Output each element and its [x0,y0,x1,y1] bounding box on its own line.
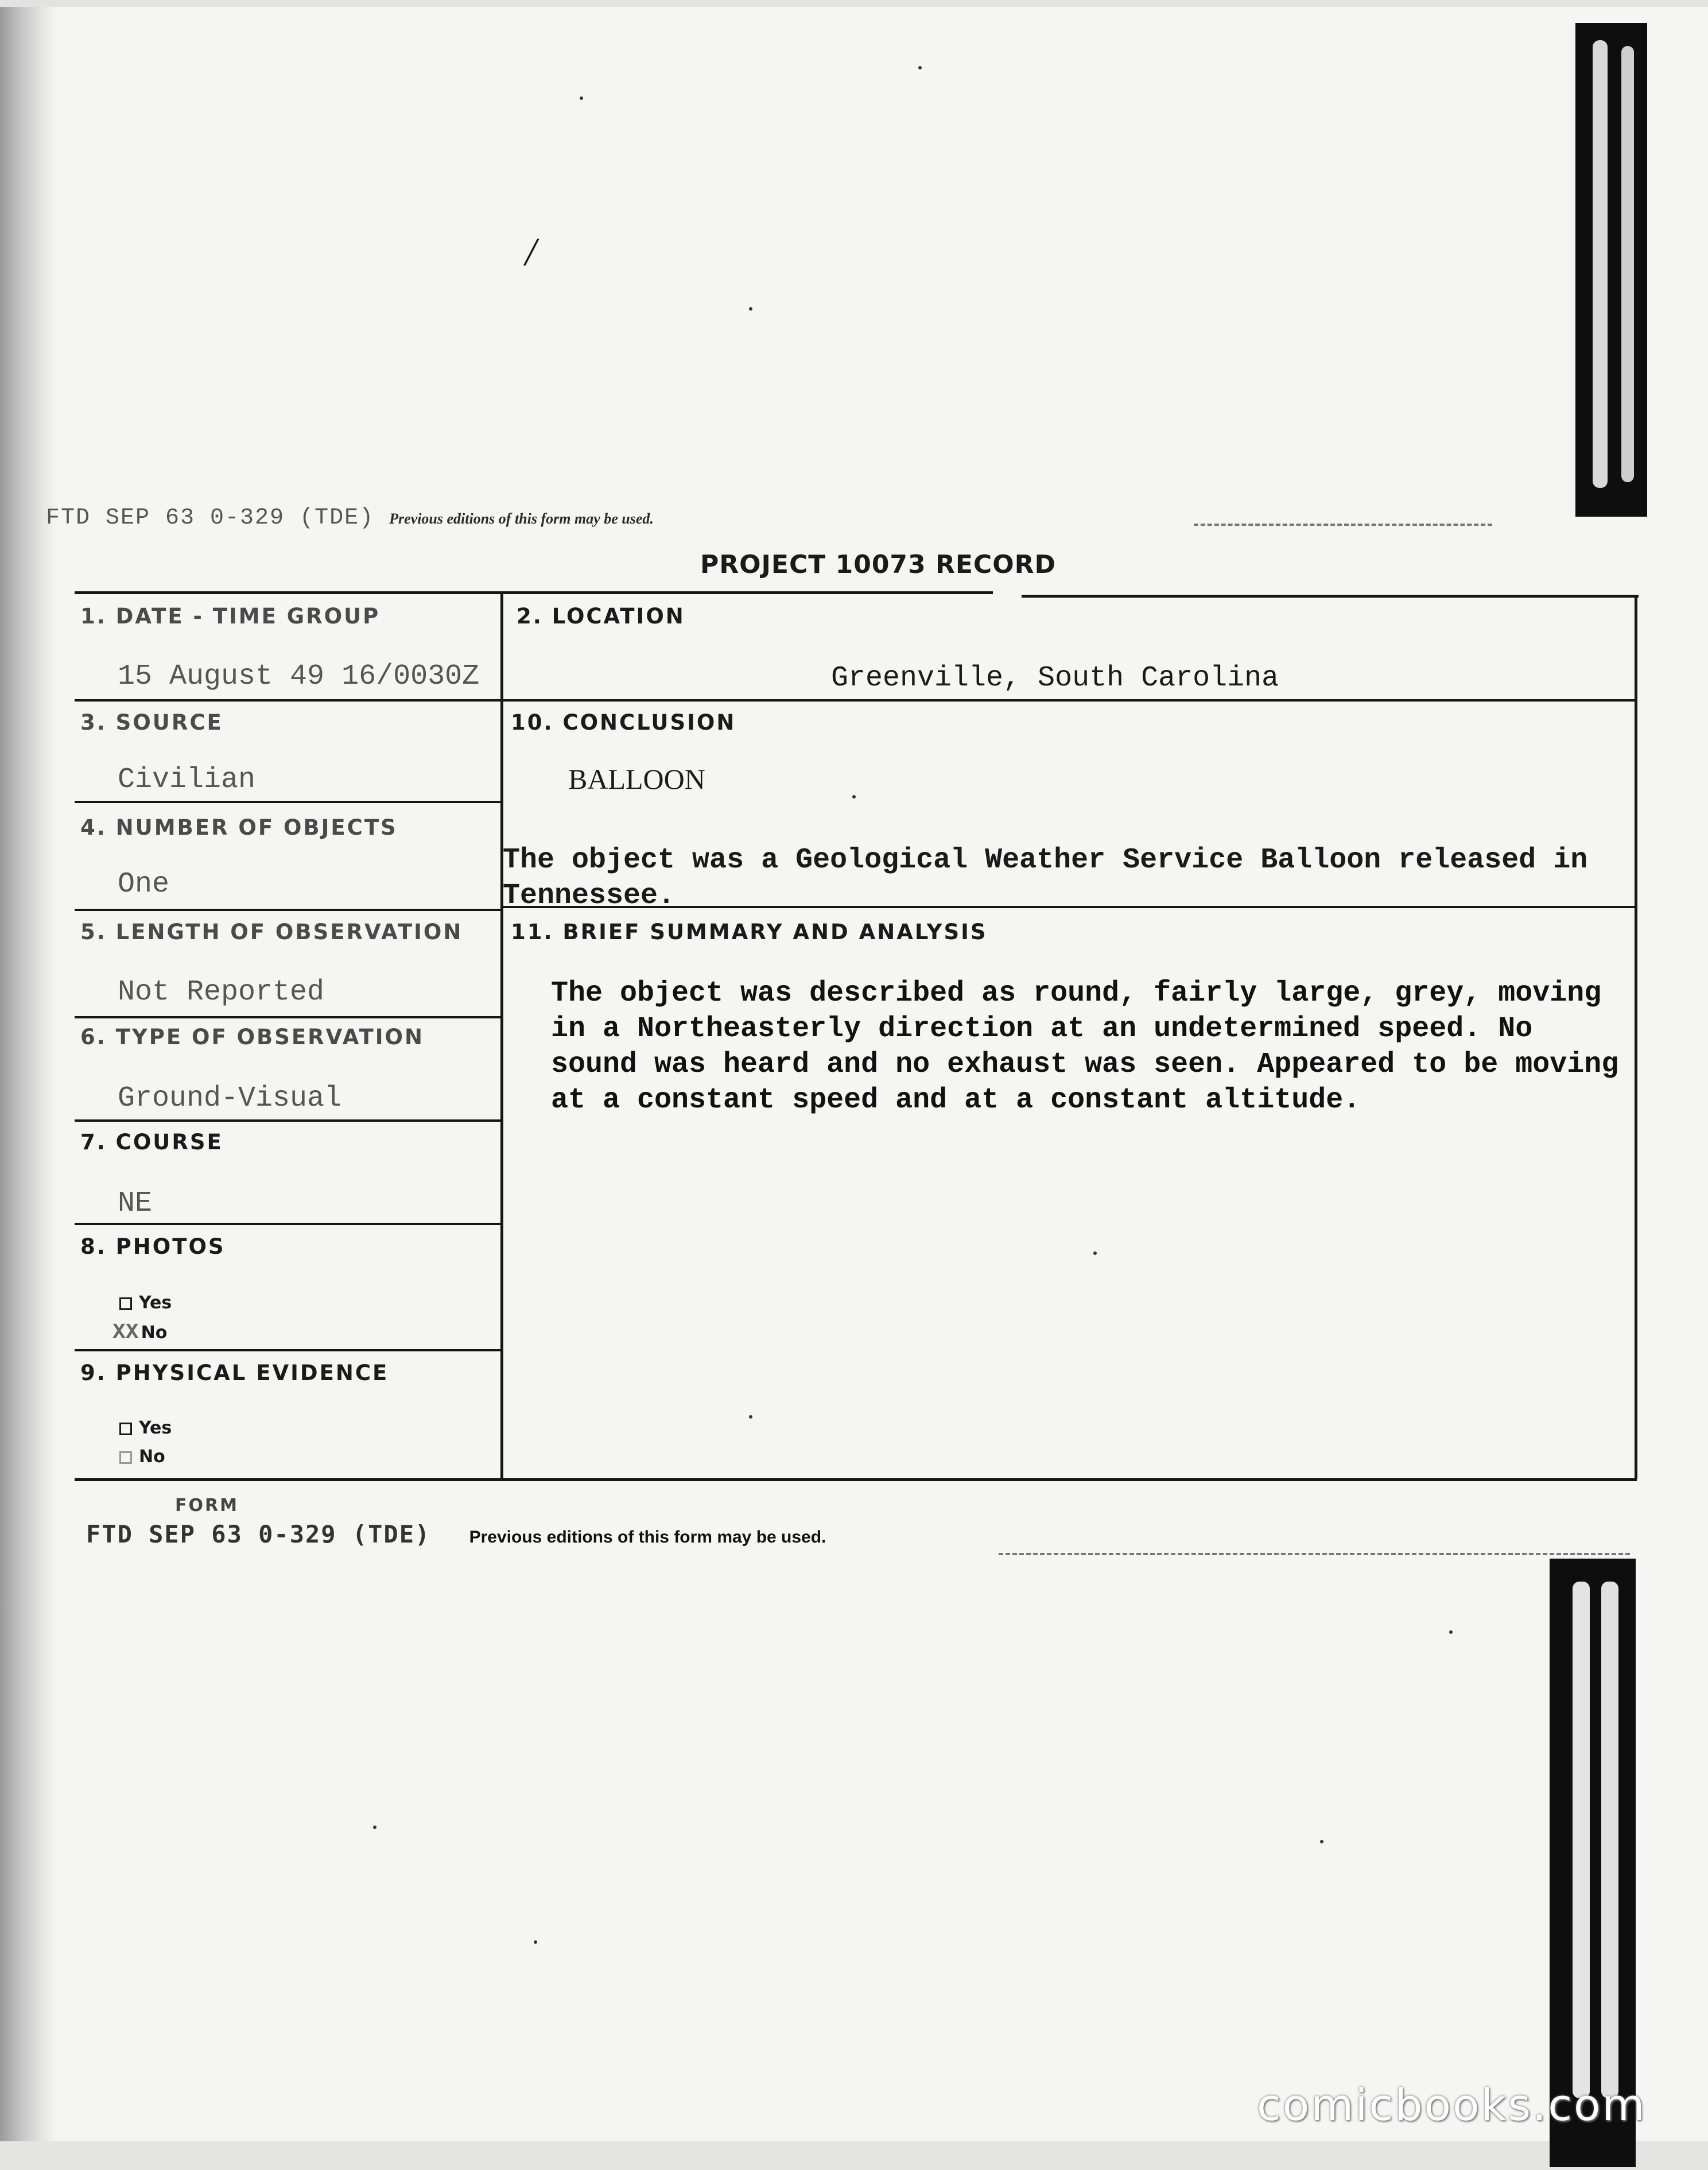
length-of-observation-label: 5. LENGTH OF OBSERVATION [80,920,463,944]
speck [852,795,856,799]
record-title: PROJECT 10073 RECORD [700,550,1057,579]
form-notice-top: Previous editions of this form may be used. [389,510,654,527]
form-top-border-right [1022,595,1639,598]
form-divider-vertical [500,594,503,1481]
speck [534,1940,537,1944]
physical-evidence-no-checkbox[interactable] [119,1451,132,1464]
physical-evidence-label: 9. PHYSICAL EVIDENCE [80,1361,389,1385]
speck [1449,1630,1453,1634]
brief-summary-text: The object was described as round, fairly large, grey, moving in a Northeasterly direction at an undetermined speed. No sound was heard and no exhaust was seen. Appeared to be moving at a constant speed and at a constant altitude. [551,977,1619,1117]
row-divider-source [75,801,502,803]
speck [749,307,752,311]
photos-yes-checkbox[interactable] [119,1297,132,1310]
form-footer [86,1520,826,1548]
form-right-border [1635,595,1637,1479]
physical-evidence-no-label: No [139,1447,165,1467]
row-divider-length [75,1016,502,1018]
bottom-edge [0,2141,1708,2170]
brief-summary-label: 11. BRIEF SUMMARY AND ANALYSIS [511,920,988,944]
physical-evidence-yes-checkbox[interactable] [119,1423,132,1435]
footer-form-word: FORM [175,1495,239,1516]
number-of-objects-value: One [118,868,170,901]
row-divider-type [75,1119,502,1122]
form-bottom-border [75,1478,1637,1481]
row-divider-objects [75,909,502,911]
footer-form-notice: Previous editions of this form may be used. [469,1528,826,1547]
type-of-observation-label: 6. TYPE OF OBSERVATION [80,1025,424,1049]
date-time-group-label: 1. DATE - TIME GROUP [80,604,381,629]
type-of-observation-value: Ground-Visual [118,1082,342,1115]
row-divider-date [75,699,1637,702]
course-label: 7. COURSE [80,1130,223,1154]
location-value: Greenville, South Carolina [831,662,1279,695]
conclusion-note: The object was a Geological Weather Service Balloon released in Tennessee. [503,844,1588,912]
photos-no-checkmark[interactable]: XX [112,1320,139,1345]
form-header-top [46,505,907,534]
course-value: NE [118,1187,153,1220]
row-divider-course [75,1223,502,1225]
conclusion-label: 10. CONCLUSION [511,710,736,735]
location-label: 2. LOCATION [517,604,685,629]
binder-clip-bottom [1550,1559,1636,2167]
source-label: 3. SOURCE [80,710,223,735]
speck [580,96,583,100]
speck [1320,1840,1323,1843]
speck [918,66,922,69]
row-divider-photos [75,1349,502,1351]
photos-yes-option[interactable] [119,1293,172,1313]
speck [1093,1251,1097,1255]
speck [373,1826,376,1829]
pencil-mark: / [525,230,537,274]
binder-clip-top [1575,23,1647,517]
footer-form-code: FTD SEP 63 0-329 (TDE) [86,1520,431,1548]
speck [749,1415,752,1419]
form-top-border-left [75,591,993,594]
physical-evidence-no-option[interactable] [119,1447,165,1467]
physical-evidence-yes-label: Yes [139,1418,172,1438]
watermark: comicbooks.com [1257,2079,1647,2130]
physical-evidence-yes-option[interactable] [119,1418,172,1438]
date-time-group-value: 15 August 49 16/0030Z [118,660,480,693]
header-dashed-line [1194,524,1492,526]
number-of-objects-label: 4. NUMBER OF OBJECTS [80,815,398,840]
photos-yes-label: Yes [139,1293,172,1313]
photos-no-label: No [141,1323,168,1343]
footer-dashed-line [999,1553,1630,1555]
photos-label: 8. PHOTOS [80,1234,226,1259]
top-edge [0,0,1708,7]
page-edge-shadow [0,0,57,2170]
source-value: Civilian [118,764,256,796]
photos-no-option[interactable] [112,1320,167,1345]
conclusion-value: BALLOON [568,763,705,795]
form-code-top: FTD SEP 63 0-329 (TDE) [46,505,375,531]
length-of-observation-value: Not Reported [118,976,325,1009]
